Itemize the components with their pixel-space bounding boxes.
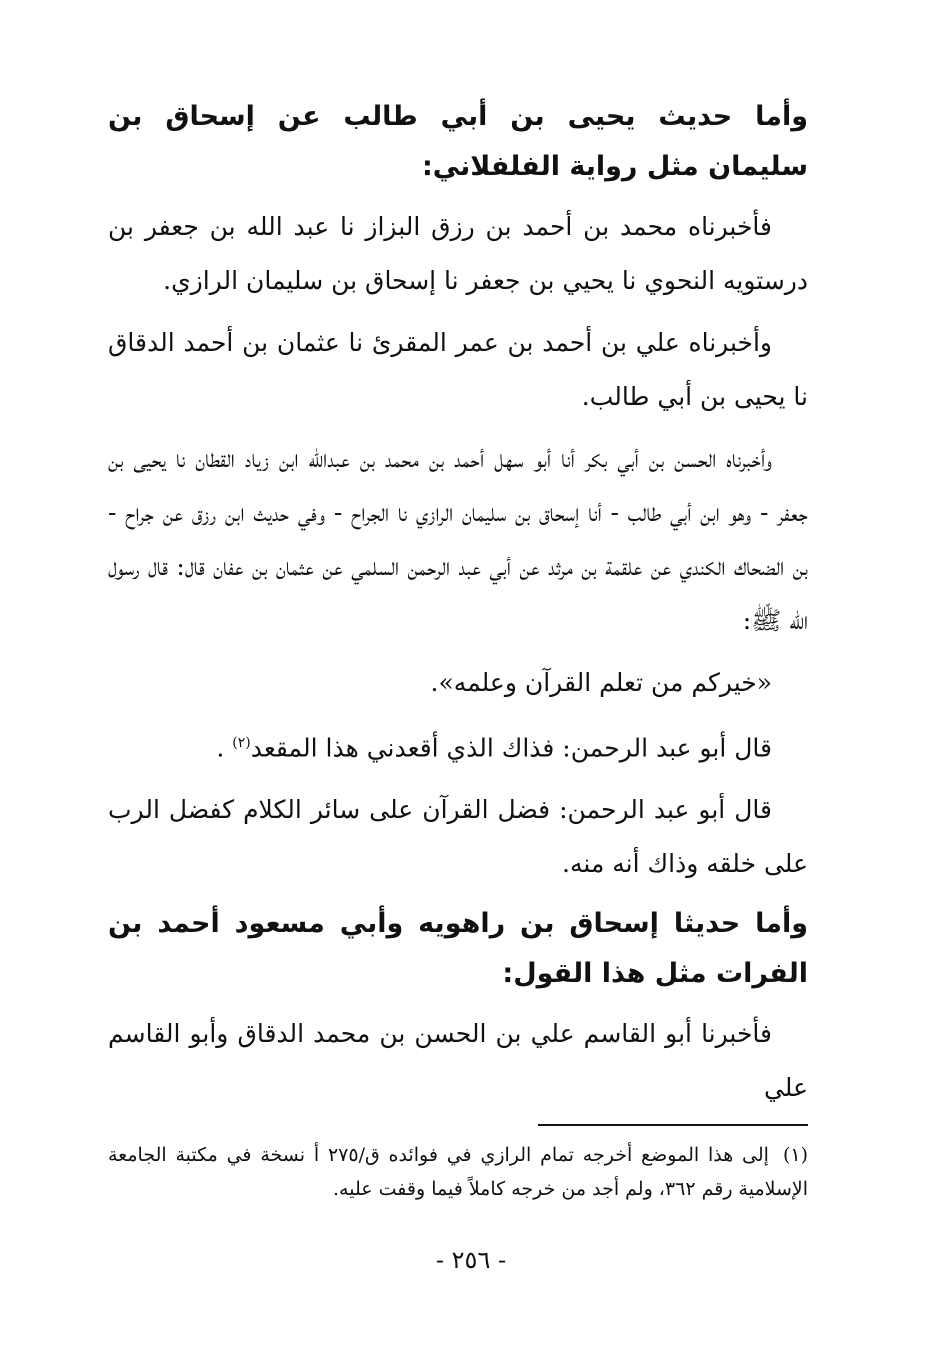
- footnote-number: (١): [782, 1144, 809, 1166]
- section-heading-2: وأما حديثا إسحاق بن راهويه وأبي مسعود أحمد بن الفرات مثل هذا القول:: [108, 908, 808, 990]
- hadith-quote: «خيركم من تعلم القرآن وعلمه».: [430, 668, 772, 697]
- footnote: [108, 1138, 808, 1206]
- paragraph-5: قال أبو عبد الرحمن: فضل القرآن على سائر الكلام كفضل الرب على خلقه وذاك أنه منه.: [108, 795, 808, 879]
- paragraph-2: وأخبرناه علي بن أحمد بن عمر المقرئ نا عثمان بن أحمد الدقاق نا يحيى بن أبي طالب.: [108, 328, 808, 411]
- footnote-text: إلى هذا الموضع أخرجه تمام الرازي في فوائده ق/٢٧٥ أ نسخة في مكتبة الجامعة الإسلامية رقم ٣٦٢، ولم أجد من خرجه كاملاً فيما وقفت عليه.: [108, 1144, 808, 1200]
- paragraph-1: فأخبرناه محمد بن أحمد بن رزق البزاز نا عبد الله بن جعفر بن درستويه النحوي نا يحيي بن جعفر نا إسحاق بن سليمان الرازي.: [108, 212, 808, 295]
- paragraph-4: [108, 716, 808, 775]
- paragraph-6: فأخبرنا أبو القاسم علي بن الحسن بن محمد الدقاق وأبو القاسم علي: [108, 1019, 808, 1103]
- main-text: [108, 92, 808, 1123]
- footnote-divider: [538, 1124, 808, 1126]
- page-number: - ٢٥٦ -: [435, 1246, 507, 1274]
- paragraph-4-end: .: [216, 733, 233, 763]
- paragraph-4-text: قال أبو عبد الرحمن: فذاك الذي أقعدني هذا المقعد: [250, 733, 772, 763]
- footnote-reference: (٢): [232, 735, 251, 751]
- paragraph-3: وأخبرناه الحسن بن أبي بكر أنا أبو سهل أحمد بن محمد بن عبدالله ابن زياد القطان نا يحيى بن جعفر - وهو ابن أبي طالب - أنا إسحاق بن سليمان الرازي نا الجراح - وفي حديث ابن رزق عن جراح - بن الضحاك الكندي عن علقمة بن مرثد عن أبي عبد الرحمن السلمي عن عثمان بن عفان قال: قال رسول الله ﷺ:: [108, 444, 808, 635]
- section-heading-1: وأما حديث يحيى بن أبي طالب عن إسحاق بن سليمان مثل رواية الفلفلاني:: [108, 101, 808, 182]
